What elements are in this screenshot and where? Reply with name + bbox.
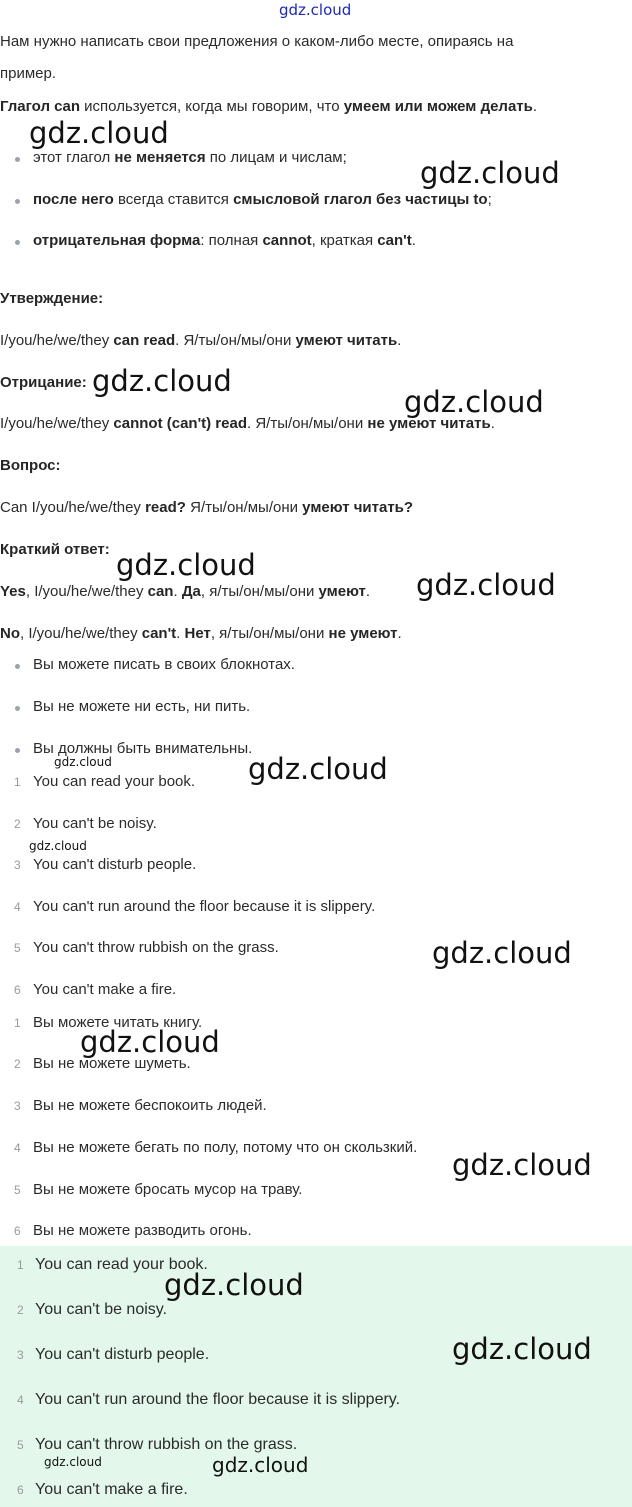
list-number: 2: [17, 1303, 24, 1317]
list-number: 4: [17, 1393, 24, 1407]
answer-item: You can't throw rubbish on the grass.: [35, 1436, 298, 1453]
rule-text: всегда ставится: [113, 191, 234, 208]
negative-example: I/you/he/we/they cannot (can't) read. Я/ты/он/мы/они не умеют читать.: [0, 415, 495, 432]
list-number: 4: [14, 900, 21, 914]
watermark: gdz.cloud: [452, 1332, 592, 1366]
watermark: gdz.cloud: [432, 936, 572, 970]
rule-bold: не меняется: [114, 149, 206, 166]
watermark: gdz.cloud: [54, 755, 112, 769]
list-item: Вы не можете шуметь.: [33, 1055, 191, 1072]
rule-item: [33, 190, 492, 210]
rule-bold: после него: [33, 191, 114, 208]
watermark: gdz.cloud: [44, 1455, 102, 1469]
list-number: 1: [14, 1016, 21, 1030]
watermark: gdz.cloud: [29, 839, 87, 853]
list-number: 1: [14, 775, 21, 789]
list-item: You can't be noisy.: [33, 815, 157, 832]
rule-text: .: [411, 232, 416, 249]
list-item: Вы можете читать книгу.: [33, 1014, 203, 1031]
watermark: gdz.cloud: [212, 1453, 309, 1477]
watermark: gdz.cloud: [92, 364, 232, 398]
answer-item: You can't be noisy.: [35, 1301, 168, 1318]
list-number: 5: [14, 1183, 21, 1197]
watermark: gdz.cloud: [452, 1148, 592, 1182]
list-item: Вы не можете разводить огонь.: [33, 1222, 252, 1239]
list-number: 6: [14, 983, 21, 997]
list-number: 5: [17, 1438, 24, 1452]
short-answer-no: No, I/you/he/we/they can't. Нет, я/ты/он/мы/они не умеют.: [0, 625, 402, 642]
list-item: You can't make a fire.: [33, 981, 177, 998]
short-answer-yes: Yes, I/you/he/we/they can. Да, я/ты/он/мы/они умеют.: [0, 583, 371, 600]
list-item: Вы должны быть внимательны.: [33, 740, 253, 757]
list-number: 2: [14, 1057, 21, 1071]
grammar-emphasis: умеем или можем делать: [343, 98, 533, 115]
bullet-dot: [15, 664, 20, 669]
grammar-term: Глагол can: [0, 98, 81, 115]
watermark: gdz.cloud: [164, 1268, 304, 1302]
watermark: gdz.cloud: [248, 752, 388, 786]
watermark: gdz.cloud: [404, 385, 544, 419]
list-item: You can't disturb people.: [33, 856, 197, 873]
rule-text: ;: [487, 191, 492, 208]
list-number: 6: [14, 1224, 21, 1238]
rule-bold: can't: [377, 232, 412, 249]
answer-item: You can't make a fire.: [35, 1481, 188, 1498]
list-item: Вы не можете ни есть, ни пить.: [33, 698, 251, 715]
list-number: 3: [17, 1348, 24, 1362]
watermark: gdz.cloud: [116, 548, 256, 582]
rule-text: этот глагол: [33, 149, 115, 166]
list-number: 5: [14, 941, 21, 955]
list-item: Вы не можете бросать мусор на траву.: [33, 1181, 303, 1198]
question-example: Can I/you/he/we/they read? Я/ты/он/мы/они умеют читать?: [0, 499, 414, 516]
rule-text: по лицам и числам;: [205, 149, 347, 166]
grammar-end: .: [532, 98, 538, 115]
list-item: Вы не можете беспокоить людей.: [33, 1097, 267, 1114]
answer-item: You can read your book.: [35, 1256, 208, 1273]
watermark: gdz.cloud: [80, 1025, 220, 1059]
list-number: 4: [14, 1141, 21, 1155]
intro-line-1: Нам нужно написать свои предложения о каком-либо месте, опираясь на: [0, 33, 514, 50]
rule-bold: cannot: [262, 232, 312, 249]
list-number: 1: [17, 1258, 24, 1272]
list-item: Вы не можете бегать по полу, потому что он скользкий.: [33, 1139, 418, 1156]
list-number: 6: [17, 1483, 24, 1497]
rule-item: [33, 231, 416, 251]
bullet-dot: [15, 199, 20, 204]
answer-item: You can't disturb people.: [35, 1346, 210, 1363]
rule-item: [33, 148, 347, 168]
watermark-top: gdz.cloud: [279, 1, 352, 19]
intro-line-2: пример.: [0, 65, 57, 82]
bullet-dot: [15, 748, 20, 753]
watermark: gdz.cloud: [420, 156, 560, 190]
list-number: 3: [14, 858, 21, 872]
list-number: 3: [14, 1099, 21, 1113]
list-item: You can't run around the floor because it is slippery.: [33, 898, 376, 915]
watermark: gdz.cloud: [29, 116, 169, 150]
bullet-dot: [15, 706, 20, 711]
rule-bold: отрицательная форма: [33, 232, 201, 249]
affirmative-heading: Утверждение:: [0, 290, 104, 307]
rule-text: , краткая: [311, 232, 378, 249]
list-number: 2: [14, 817, 21, 831]
affirmative-example: I/you/he/we/they can read. Я/ты/он/мы/они умеют читать.: [0, 332, 402, 349]
question-heading: Вопрос:: [0, 457, 61, 474]
bullet-dot: [15, 240, 20, 245]
watermark: gdz.cloud: [416, 568, 556, 602]
list-item: You can't throw rubbish on the grass.: [33, 939, 279, 956]
negative-heading: Отрицание:: [0, 374, 87, 391]
bullet-dot: [15, 157, 20, 162]
rule-bold: смысловой глагол без частицы to: [233, 191, 488, 208]
list-item: Вы можете писать в своих блокнотах.: [33, 656, 295, 673]
grammar-paragraph: [0, 97, 537, 117]
short-answer-heading: Краткий ответ:: [0, 541, 110, 558]
answer-item: You can't run around the floor because it is slippery.: [35, 1391, 401, 1408]
rule-text: : полная: [200, 232, 263, 249]
list-item: You can read your book.: [33, 773, 196, 790]
grammar-text: используется, когда мы говорим, что: [80, 98, 344, 115]
